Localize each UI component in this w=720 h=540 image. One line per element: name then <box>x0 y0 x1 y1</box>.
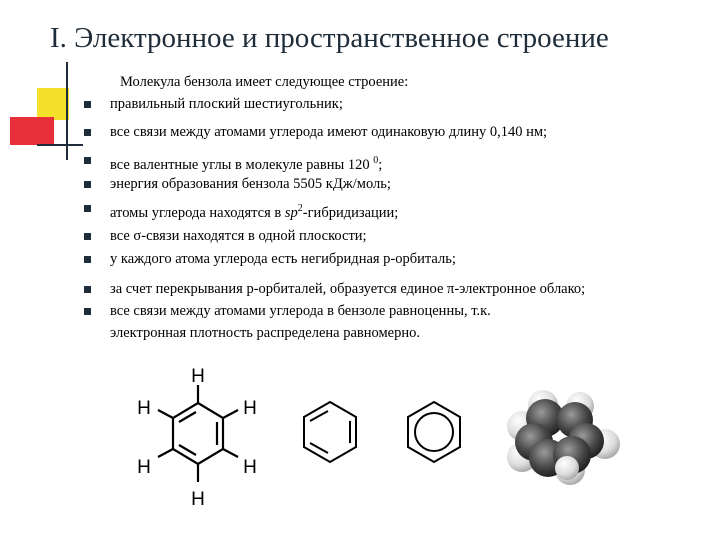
h-atom-label: H <box>137 398 151 419</box>
list-item: за счет перекрывания р-орбиталей, образуется единое π-электронное облако; <box>110 281 586 297</box>
h-atom-label: H <box>243 457 257 478</box>
intro-line: Молекула бензола имеет следующее строение: <box>120 74 409 90</box>
h-atom-label: H <box>137 457 151 478</box>
h-atom-label: H <box>243 398 257 419</box>
hybrid-end: -гибридизации; <box>302 204 399 221</box>
space-filling-model <box>507 390 620 485</box>
angle-text: все валентные углы в молекуле равны 120 <box>110 156 374 173</box>
list-item: все σ-связи находятся в одной плоскости; <box>110 228 367 244</box>
aromatic-ring-structure <box>408 402 460 462</box>
list-item: у каждого атома углерода есть негибридная р-орбиталь; <box>110 251 456 267</box>
hybrid-text: атомы углерода находятся в <box>110 204 285 221</box>
list-item: все связи между атомами углерода имеют одинаковую длину 0,140 нм; <box>110 124 548 140</box>
h-atom-label: H <box>191 489 205 510</box>
list-item-continuation: электронная плотность распределена равномерно. <box>110 325 420 341</box>
slide-title: I. Электронное и пространственное строение <box>50 22 609 54</box>
skeletal-structure <box>304 402 356 462</box>
list-item: правильный плоский шестиугольник; <box>110 96 343 112</box>
hybrid-superscript: 2 <box>297 203 303 214</box>
kekule-structure <box>158 385 238 482</box>
list-item: все связи между атомами углерода в бензоле равноценны, т.к. <box>110 303 491 319</box>
hybrid-sp: sp <box>284 204 298 221</box>
h-atom-label: H <box>191 366 205 387</box>
angle-superscript: 0 <box>373 155 379 166</box>
list-item: энергия образования бензола 5505 кДж/моль; <box>110 176 391 192</box>
angle-end: ; <box>378 156 383 173</box>
